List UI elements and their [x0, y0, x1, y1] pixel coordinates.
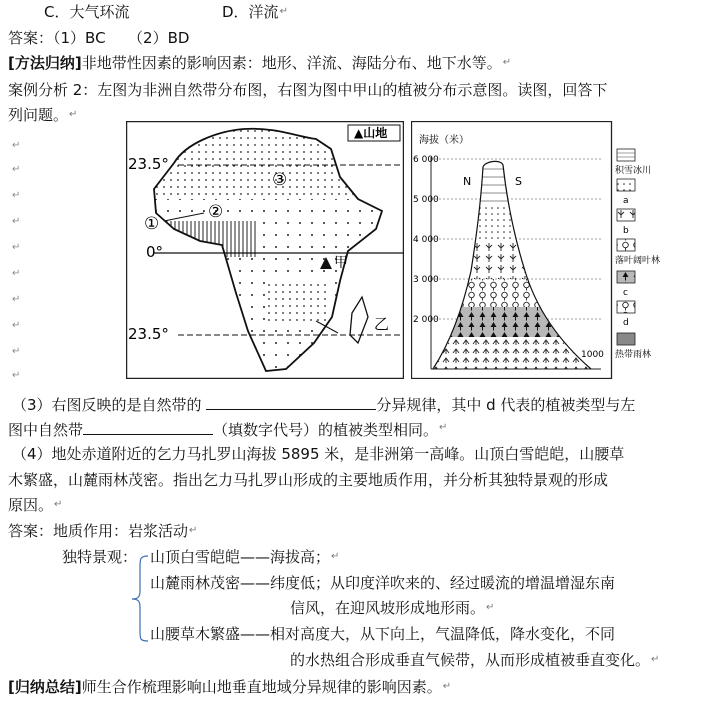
north-label: N: [463, 175, 472, 188]
para-mark: ↵: [12, 268, 21, 279]
y-tick-label: 6 000: [413, 155, 439, 165]
mountain-vegetation-diagram: [411, 121, 713, 379]
unique-landscape-label: 独特景观：: [62, 548, 138, 566]
legend-rainforest: 热带雨林: [615, 350, 652, 360]
question-3-line1: （3）右图反映的是自然带的 分异规律，其中 d 代表的植被类型与左: [12, 393, 635, 415]
para-mark: ↵: [12, 216, 21, 227]
legend-broadleaf: 落叶阔叶林: [615, 256, 661, 266]
summary: [归纳总结]师生合作梳理影响山地垂直地域分异规律的影响因素。↵: [8, 678, 452, 696]
y-tick-label: 3 000: [413, 275, 439, 285]
para-mark: ↵: [12, 164, 21, 175]
para-mark: ↵: [12, 346, 21, 357]
method-summary: [方法归纳]非地带性因素的影响因素：地形、洋流、海陆分布、地下水等。↵: [8, 54, 512, 72]
answer-blank[interactable]: [83, 418, 213, 435]
question-3-line2: 图中自然带 （填数字代号）的植被类型相同。↵: [8, 418, 447, 440]
map-legend-mountain: ▲山地: [354, 126, 388, 140]
y-tick-label: 2 000: [413, 315, 439, 325]
para-mark: ↵: [12, 242, 21, 253]
africa-natural-zone-map: [126, 121, 404, 379]
zone-label: ②: [208, 202, 224, 222]
y-tick-label: 5 000: [413, 195, 439, 205]
latitude-label: 23.5°: [128, 325, 169, 343]
latitude-label: 0°: [146, 243, 164, 261]
location-yi-label: 乙: [374, 315, 390, 333]
question-4-line2: 木繁盛，山麓雨林茂密。指出乞力马扎罗山形成的主要地质作用，并分析其独特景观的形成: [8, 471, 609, 489]
para-mark: ↵: [12, 190, 21, 201]
para-mark: ↵: [12, 320, 21, 331]
answer-item-2b: 信风，在迎风坡形成地形雨。↵: [290, 599, 495, 617]
answer-item-3b: 的水热组合形成垂直气候带，从而形成植被垂直变化。↵: [290, 651, 660, 669]
base-elevation-label: 1000: [581, 350, 604, 360]
latitude-label: 23.5°: [128, 155, 169, 173]
legend-c: c: [623, 288, 628, 298]
answer-1: 答案：（1）BC （2）BD: [8, 29, 190, 47]
answer-bracket: [128, 553, 150, 643]
y-tick-label: 4 000: [413, 235, 439, 245]
case-intro-line1: 案例分析 2：左图为非洲自然带分布图，右图为图中甲山的植被分布示意图。读图，回答下: [8, 81, 608, 99]
option-d: D．洋流↵: [222, 3, 288, 21]
legend-d: d: [623, 318, 629, 328]
answer-item-3a: 山腰草木繁盛——相对高度大，从下向上，气温降低，降水变化，不同: [150, 625, 616, 643]
answer-item-1: 山顶白雪皑皑——海拔高；↵: [150, 548, 340, 566]
zone-label: ③: [272, 170, 288, 190]
axis-title: 海拔（米）: [419, 135, 469, 146]
answer-item-2a: 山麓雨林茂密——纬度低；从印度洋吹来的、经过暖流的增温增湿东南: [150, 574, 616, 592]
legend-snow: 积雪冰川: [615, 166, 652, 176]
legend-a: a: [623, 196, 629, 206]
mountain-jia-label: 甲: [334, 255, 348, 271]
option-c: C．大气环流: [44, 3, 130, 21]
question-4-line3: 原因。↵: [8, 496, 63, 514]
question-4-line1: （4）地处赤道附近的乞力马扎罗山海拔 5895 米，是非洲第一高峰。山顶白雪皑皑，山腰草: [12, 445, 625, 463]
answer-geo: 答案：地质作用：岩浆活动↵: [8, 522, 198, 540]
answer-blank[interactable]: [206, 393, 376, 410]
para-mark: ↵: [12, 294, 21, 305]
south-label: S: [515, 175, 522, 188]
para-mark: ↵: [12, 140, 21, 151]
legend-b: b: [623, 226, 629, 236]
zone-label: ①: [144, 214, 160, 234]
case-intro-line2: 列问题。↵: [8, 106, 78, 124]
para-mark: ↵: [12, 370, 21, 381]
